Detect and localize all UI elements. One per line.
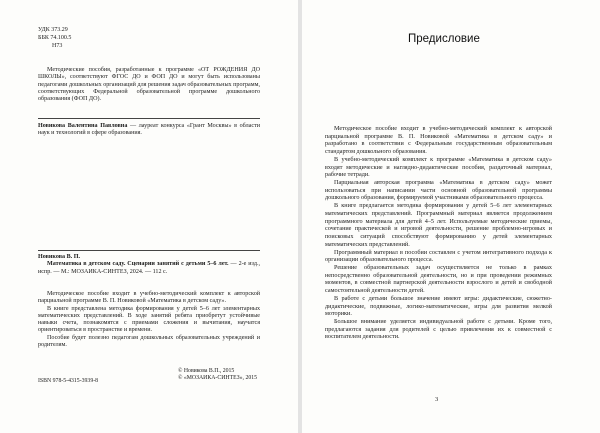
copyright-publisher: © «МОЗАИКА-СИНТЕЗ», 2015 [178, 375, 258, 382]
abstract-paragraph: В книге представлена методика формирования у детей 5–6 лет элементарных математических представлений. В ходе занятий ребята приобретут устойчивые навыки счета, познакомятся с приемами сложения и вычитания, научатся ориентироваться в пространстве и времени. [38, 305, 260, 334]
abstract [38, 291, 260, 349]
divider-top [38, 118, 260, 119]
preface-body [325, 125, 552, 341]
biblio-title: Математика в детском саду. Сценарии занятий с детьми 5–6 лет. [47, 261, 229, 268]
abstract-paragraph: Пособие будет полезно педагогам дошкольных образовательных учреждений и родителям. [38, 334, 260, 349]
biblio-details: — 2-е изд., испр. — М.: МОЗАИКА-СИНТЕЗ, 2024. — 112 с. [38, 261, 260, 275]
bibliographic-record [38, 254, 260, 276]
imprint-page [0, 0, 298, 433]
author-name: Новикова Валентина Павловна [38, 123, 128, 129]
author-award: — лауреат конкурса «Грант Москвы» в области наук и технологий в сфере образования. [38, 123, 260, 137]
divider-middle [38, 250, 260, 251]
classification-codes [38, 27, 71, 50]
preface-paragraph: Методическое пособие входит в учебно-методический комплект к авторской парциальной программе В. П. Новиковой «Математика в детском саду» и разработано в соответствии с Федеральным государственным образовательным стандартом дошкольного образования. [325, 125, 552, 156]
biblio-author: Новикова В. П. [38, 254, 80, 260]
author-note [38, 123, 260, 138]
preface-paragraph: Программный материал в пособии составлен с учетом интегративного подхода к организации образовательного процесса. [325, 248, 552, 264]
udc-code: УДК 373.29 [38, 27, 68, 33]
preface-paragraph: В учебно-методический комплект к программе «Математика в детском саду» входят методические и наглядно-дидактические пособия, раздаточный материал, рабочие тетради. [325, 155, 552, 179]
preface-paragraph: Решение образовательных задач осуществляется не только в рамках непосредственно образовательной деятельности, но и при проведении режимных моментов, в совместной партнерской деятельности взрослого и детей и свободной самостоятельной деятельности детей. [325, 263, 552, 295]
preface-paragraph: В работе с детьми большое значение имеют игры: дидактические, сюжетно-дидактические, подвижные, логико-математические, игры для развития мелкой моторики. [325, 294, 552, 318]
abstract-paragraph: Методическое пособие входит в учебно-методический комплект к авторской парциальной программе В. П. Новиковой «Математика в детском саду». [38, 291, 260, 305]
series-note [38, 67, 260, 103]
preface-paragraph: Большое внимание уделяется индивидуальной работе с детьми. Кроме того, предлагаются задания для родителей с целью привлечения их к совместной с воспитателем деятельности. [325, 317, 552, 341]
copyright-block [178, 368, 257, 383]
series-note-text: Методические пособия, разработанные к программе «ОТ РОЖДЕНИЯ ДО ШКОЛЫ», соответствуют ФГОС ДО и ФОП ДО и могут быть использованы педагогами дошкольных организаций для решения задач образовательных программ, соответствующих Федеральной образовательной программе дошкольного образования (ФОП ДО). [38, 67, 260, 103]
copyright-author: © Новикова В.П., 2015 [178, 368, 235, 374]
preface-paragraph: В книге предлагается методика формирования у детей 5–6 лет элементарных математических представлений. Программный материал является продолжением программного материала для детей 4–5 лет. Используемые методические приемы, сочетание практической и игровой деятельности, решение проблемно-игровых и поисковых ситуаций способствуют формированию у детей элементарных математических представлений. [325, 202, 552, 248]
preface-paragraph: Парциальная авторская программа «Математика в детском саду» может использоваться при написании части основной образовательной программы дошкольного образования, формируемой участниками образовательного процесса. [325, 179, 552, 202]
preface-heading: Предисловие [408, 33, 480, 45]
isbn: ISBN 978-5-4315-3939-8 [38, 378, 99, 384]
page-number: 3 [435, 396, 439, 403]
bbk-code: ББК 74.100.5 [38, 34, 72, 41]
author-mark: Н73 [52, 42, 63, 49]
